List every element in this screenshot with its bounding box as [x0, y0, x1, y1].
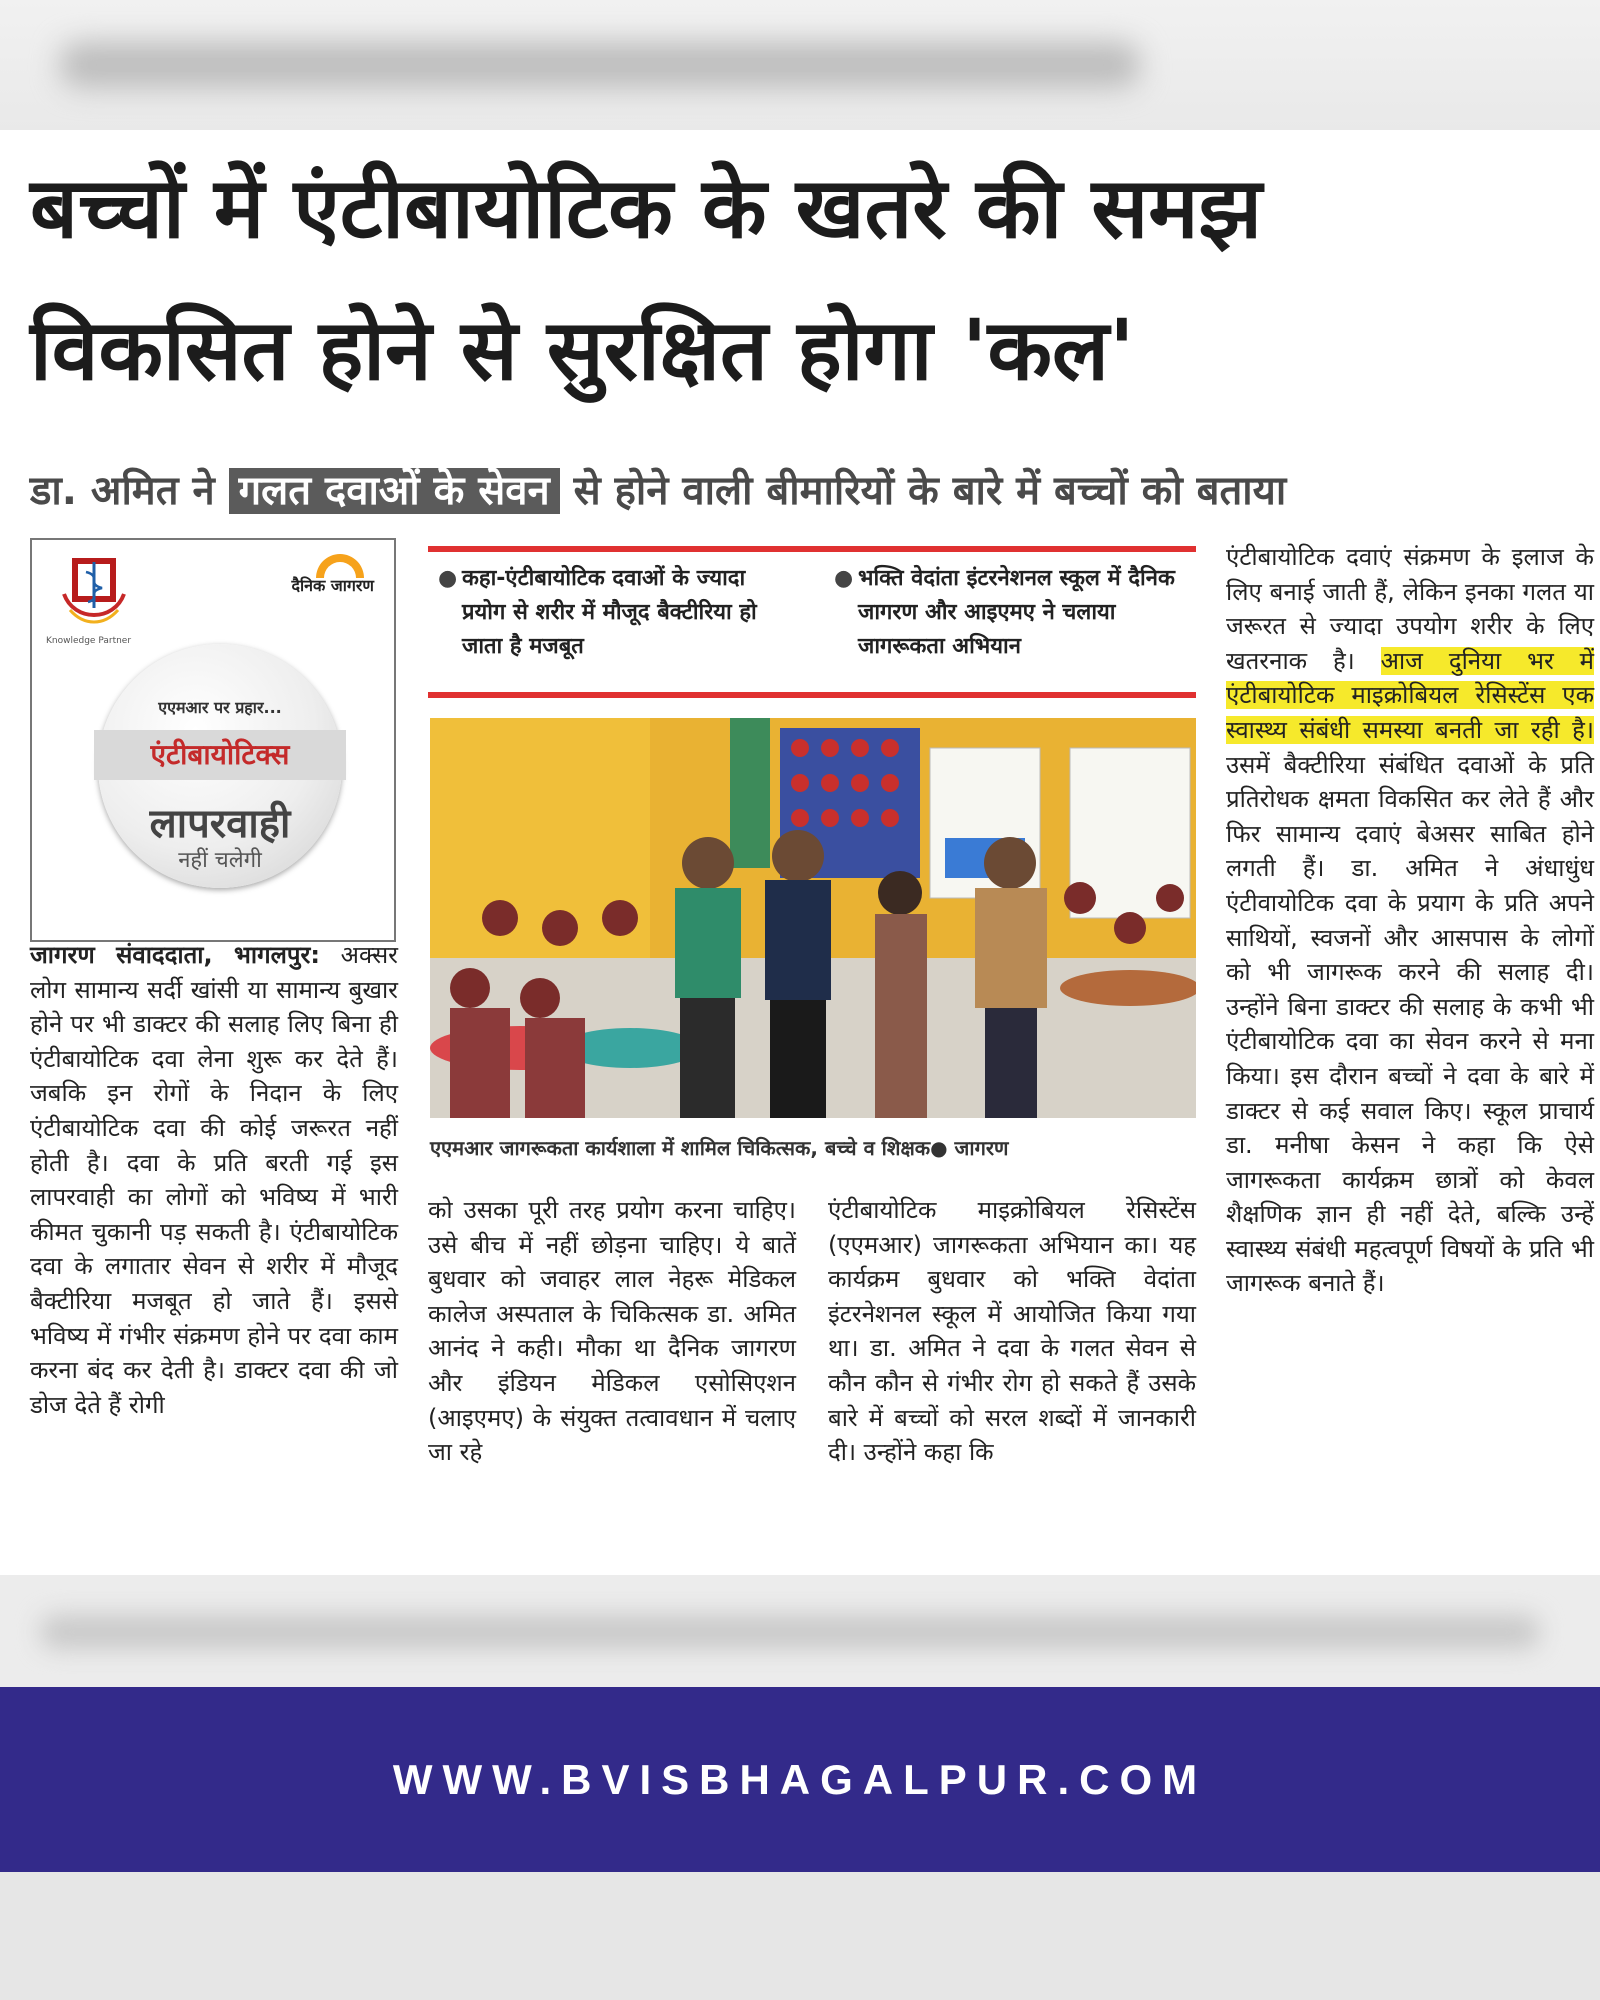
bullet-bottom-rule [428, 692, 1196, 698]
column-4-text-after: उसमें बैक्टीरिया संबंधित दवाओं के प्रति प्रतिरोधक क्षमता विकसित कर लेते हैं और फिर सामान्य दवाएं बेअसर साबित होने लगती हैं। डा. अमित ने अंधाधुंध एंटीवायोटिक दवा के प्रयाग के प्रति अपने साथियों, स्वजनों और आसपास के लोगों को भी जागरूक करने की सलाह दी। उन्होंने बिना डाक्टर की सलाह के कभी भी एंटीबायोटिक दवा का सेवन करने से मना किया। इस दौरान बच्चों ने दवा के बारे में डाक्टर से कई सवाल किए। स्कूल प्राचार्य डा. मनीषा केसन ने कहा कि ऐसे जागरूकता कार्यक्रम छात्रों को केवल शैक्षणिक ज्ञान ही नहीं देते, बल्कि उन्हें स्वास्थ्य संबंधी महत्वपूर्ण विषयों के प्रति भी जागरूक बनाते हैं। [1226, 750, 1594, 1298]
bullet-dot-icon: ● [834, 566, 854, 591]
blurred-footer-strip [0, 1575, 1600, 1687]
workshop-photo [430, 718, 1196, 1118]
headline-line-1: बच्चों में एंटीबायोटिक के खतरे की समझ [30, 159, 1263, 257]
workshop-photo-illustration [430, 718, 1196, 1118]
subheadline-after: से होने वाली बीमारियों के बारे में बच्चों को बताया [573, 468, 1287, 514]
column-3 [828, 1193, 1196, 1470]
bullet-text-1: कहा-एंटीबायोटिक दवाओं के ज्यादा प्रयोग से शरीर में मौजूद बैक्टीरिया हो जाता है मजबूत [462, 566, 757, 659]
column-4-highlight: आज दुनिया भर में एंटीबायोटिक माइक्रोबियल रेसिस्टेंस एक स्वास्थ्य संबंधी समस्या बनती जा रही है। [1226, 646, 1594, 744]
subheadline [30, 462, 1570, 520]
subheadline-before: डा. अमित ने [30, 468, 215, 514]
column-2-text: को उसका पूरी तरह प्रयोग करना चाहिए। उसे बीच में नहीं छोड़ना चाहिए। ये बातें बुधवार को जवाहर लाल नेहरू मेडिकल कालेज अस्पताल के चिकित्सक डा. अमित आनंद ने कही। मौका था दैनिक जागरण और इंडियन मेडिकल एसोसिएशन (आइएमए) के संयुक्त तत्वावधान में चलाए जा रहे [428, 1196, 796, 1467]
column-2 [428, 1193, 796, 1470]
bullet-point-2 [834, 562, 1188, 664]
website-url-link[interactable]: WWW.BVISBHAGALPUR.COM [392, 1756, 1208, 1803]
pill-top-text: एएमआर पर प्रहार... [158, 698, 282, 717]
medical-caduceus-logo-icon [44, 548, 144, 636]
column-3-text: एंटीबायोटिक माइक्रोबियल रेसिस्टेंस (एएमआर) जागरूकता अभियान का। यह कार्यक्रम बुधवार को भक्ति वेदांता इंटरनेशनल स्कूल में आयोजित किया गया था। डा. अमित ने दवा के गलत सेवन से कौन कौन से गंभीर रोग हो सकते हैं उसके बारे में बच्चों को सरल शब्दों में जानकारी दी। उन्होंने कहा कि [828, 1196, 1196, 1467]
column-4-text-before: एंटीबायोटिक दवाएं संक्रमण के इलाज के लिए बनाई जाती हैं, लेकिन इनका गलत या जरूरत से ज्यादा उपयोग शरीर के लिए खतरनाक है। [1226, 543, 1594, 675]
dateline: जागरण संवाददाता, भागलपुर: [30, 941, 320, 969]
bullet-text-2: भक्ति वेदांता इंटरनेशनल स्कूल में दैनिक जागरण और आइएमए ने चलाया जागरूकता अभियान [858, 566, 1175, 659]
bullet-point-1 [438, 562, 792, 664]
bullet-dot-icon: ● [438, 566, 458, 591]
pill-main-text: लापरवाही [149, 801, 291, 847]
column-1 [30, 938, 398, 1422]
knowledge-partner-label: Knowledge Partner [46, 636, 132, 646]
column-1-text: अक्सर लोग सामान्य सर्दी खांसी या सामान्य बुखार होने पर भी डाक्टर की सलाह लिए बिना ही एंटीबायोटिक दवा लेना शुरू कर देते हैं। जबकि इन रोगों के निदान के लिए एंटीबायोटिक दवा की कोई जरूरत नहीं होती है। दवा के प्रति बरती गई इस लापरवाही का लोगों को भविष्य में भारी कीमत चुकानी पड़ सकती है। एंटीबायोटिक दवा के लगातार सेवन से शरीर में मौजूद बैक्टीरिया मजबूत हो जाते हैं। इससे भविष्य में गंभीर संक्रमण होने पर दवा काम करना बंद कर देती है। डाक्टर दवा की जो डोज देते हैं रोगी [30, 941, 398, 1419]
column-4 [1226, 540, 1594, 1301]
photo-caption: एएमआर जागरूकता कार्यशाला में शामिल चिकित्सक, बच्चे व शिक्षक● जागरण [430, 1136, 1009, 1160]
footer-bottom-strip [0, 1872, 1600, 2000]
dainik-jagran-brand: दैनिक जागरण [291, 576, 374, 595]
campaign-ad-box [30, 538, 396, 942]
blurred-header-strip [0, 0, 1600, 130]
antibiotic-pill-graphic [98, 644, 342, 888]
subheadline-highlight: गलत दवाओं के सेवन [229, 468, 560, 514]
footer-band [0, 1687, 1600, 1872]
bullet-top-rule [428, 546, 1196, 552]
pill-sub-text: नहीं चलेगी [178, 848, 262, 873]
pill-band-text: एंटीबायोटिक्स [94, 730, 346, 780]
headline-line-2: विकसित होने से सुरक्षित होगा 'कल' [30, 301, 1135, 399]
